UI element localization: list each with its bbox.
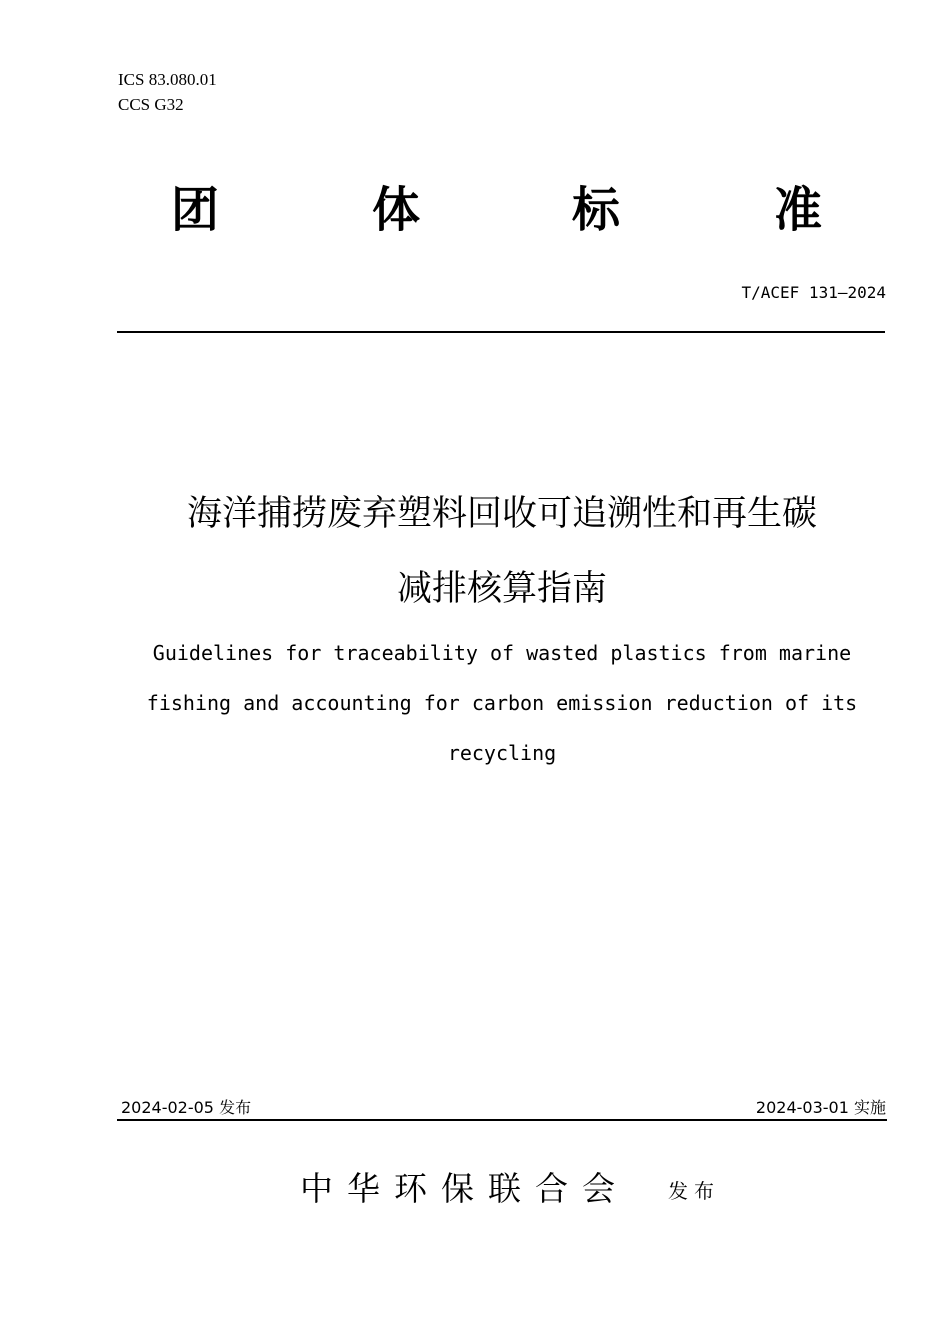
publisher-name: 中华环保联合会: [300, 1169, 629, 1208]
title-cn-line-1: 海洋捕捞废弃塑料回收可追溯性和再生碳: [186, 494, 817, 534]
title-en-line-3: recycling: [447, 741, 557, 765]
issue-date: 2024-02-05 发布: [121, 1098, 252, 1117]
ccs-code: CCS G32: [118, 95, 184, 114]
title-en-line-1: Guidelines for traceability of wasted plastics from marine: [152, 641, 852, 665]
implementation-date: 2024-03-01 实施: [755, 1098, 886, 1117]
standard-type-char: 体: [371, 182, 420, 238]
title-en-line-2: fishing and accounting for carbon emission reduction of its: [146, 691, 858, 715]
standard-type-char: 团: [170, 182, 219, 238]
standard-type-char: 准: [773, 182, 822, 238]
ics-code: ICS 83.080.01: [118, 70, 217, 89]
footer-divider: [117, 1119, 887, 1121]
publisher-suffix: 发布: [668, 1179, 720, 1203]
title-cn-line-2: 减排核算指南: [396, 569, 607, 609]
header-divider: [117, 331, 885, 333]
standard-number: T/ACEF 131—2024: [741, 283, 886, 302]
standard-type-char: 标: [571, 182, 620, 238]
